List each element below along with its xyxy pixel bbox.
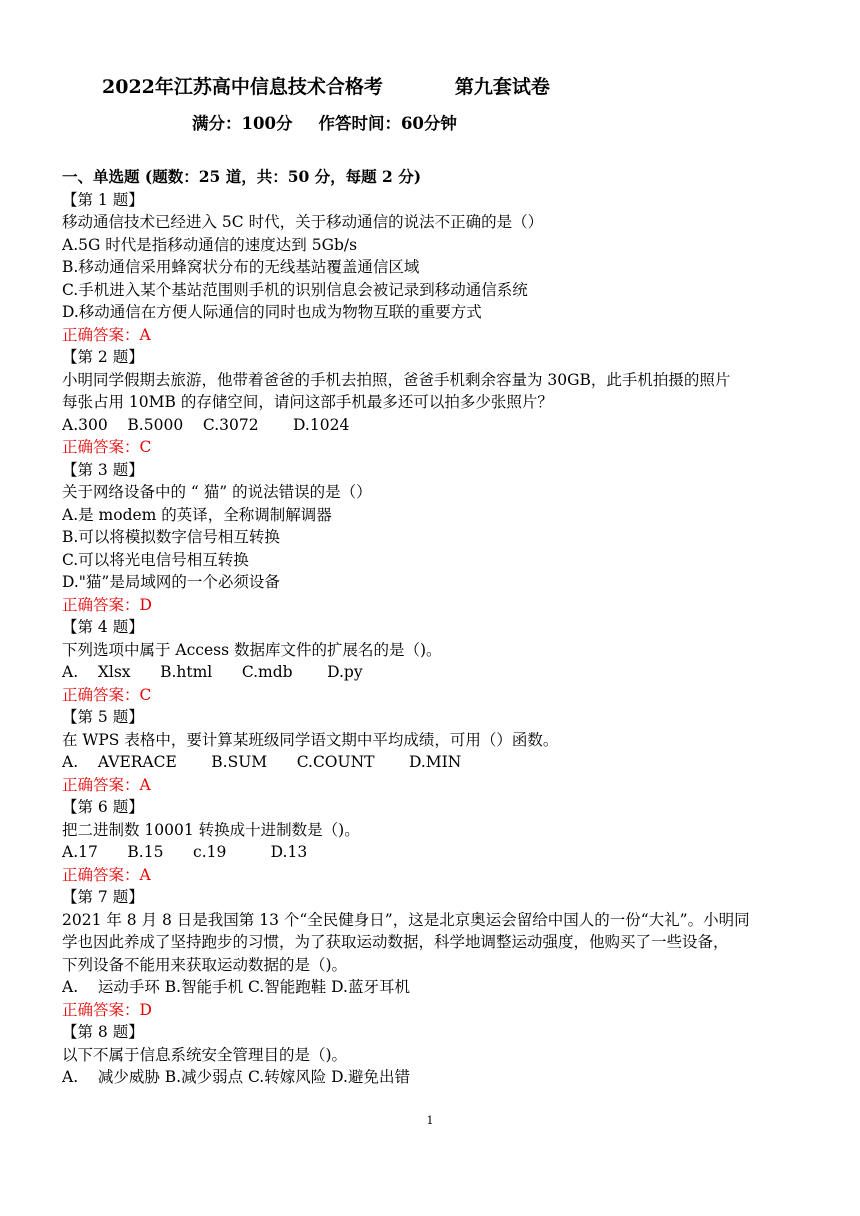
question-block (62, 1021, 802, 1089)
page-number: 1 (426, 1114, 434, 1127)
exam-title-text: 2022年江苏高中信息技术合格考 (102, 76, 383, 98)
answer-option: A. AVERACE B.SUM C.COUNT D.MIN (62, 753, 462, 771)
answer-option: B.可以将模拟数字信号相互转换 (62, 528, 280, 546)
answer-option: A. 减少威胁 B.减少弱点 C.转嫁风险 D.避免出错 (62, 1068, 410, 1086)
question-block (62, 459, 802, 617)
answer-option: A. Xlsx B.html C.mdb D.py (62, 663, 363, 681)
answer-option: A. 运动手环 B.智能手机 C.智能跑鞋 D.蓝牙耳机 (62, 978, 410, 996)
exam-set-label: 第九套试卷 (454, 76, 550, 98)
question-block (62, 796, 802, 886)
correct-answer: 正确答案：A (62, 865, 151, 884)
question-list (62, 166, 802, 1089)
question-block (62, 616, 802, 706)
question-label: 【第 5 题】 (62, 708, 144, 726)
answer-option: A.5G 时代是指移动通信的速度达到 5Gb/s (62, 235, 358, 254)
question-stem: 小明同学假期去旅游，他带着爸爸的手机去拍照，爸爸手机剩余容量为 30GB，此手机拍摄的照片 (62, 370, 731, 389)
section-title: 一、单选题 (题数：25 道，共：50 分，每题 2 分) (62, 167, 422, 186)
correct-answer: 正确答案：C (62, 438, 152, 456)
correct-answer: 正确答案：A (62, 775, 151, 794)
answer-option: D.移动通信在方便人际通信的同时也成为物物互联的重要方式 (62, 303, 482, 321)
question-stem: 下列选项中属于 Access 数据库文件的扩展名的是（)。 (62, 640, 442, 659)
question-label: 【第 4 题】 (62, 618, 144, 636)
answer-option: A.17 B.15 c.19 D.13 (62, 843, 308, 861)
question-label: 【第 3 题】 (62, 460, 144, 479)
question-stem: 移动通信技术已经进入 5C 时代，关于移动通信的说法不正确的是（） (62, 213, 544, 231)
question-stem: 下列设备不能用来获取运动数据的是（)。 (62, 955, 348, 974)
answer-option: A.300 B.5000 C.3072 D.1024 (62, 415, 350, 434)
question-stem: 在 WPS 表格中，要计算某班级同学语文期中平均成绩，可用（）函数。 (62, 730, 559, 749)
answer-option: D."猫”是局域网的一个必须设备 (62, 573, 280, 591)
time-limit: 作答时间：60分钟 (318, 114, 457, 133)
question-label: 【第 8 题】 (62, 1023, 144, 1041)
question-label: 【第 7 题】 (62, 888, 144, 906)
question-stem: 把二进制数 10001 转换成十进制数是（)。 (62, 820, 360, 839)
answer-option: A.是 modem 的英译，全称调制解调器 (62, 505, 332, 524)
exam-title (102, 72, 602, 99)
question-block (62, 346, 802, 459)
full-score: 满分：100分 (192, 114, 293, 133)
correct-answer: 正确答案：D (62, 1000, 152, 1019)
question-block (62, 189, 802, 347)
question-stem: 关于网络设备中的 “ 猫” 的说法错误的是（） (62, 483, 372, 501)
question-stem: 以下不属于信息系统安全管理目的是（)。 (62, 1045, 348, 1064)
question-label: 【第 2 题】 (62, 348, 144, 366)
correct-answer: 正确答案：D (62, 595, 152, 614)
question-stem: 学也因此养成了坚持跑步的习惯，为了获取运动数据，科学地调整运动强度，他购买了一些设备， (62, 933, 729, 951)
question-stem: 2021 年 8 月 8 日是我国第 13 个“全民健身日”，这是北京奥运会留给中国人的一份“大礼”。小明同 (62, 910, 750, 929)
answer-option: C.可以将光电信号相互转换 (62, 550, 249, 569)
correct-answer: 正确答案：C (62, 685, 152, 704)
exam-meta (192, 110, 457, 134)
question-label: 【第 6 题】 (62, 798, 144, 816)
answer-option: C.手机进入某个基站范围则手机的识别信息会被记录到移动通信系统 (62, 280, 528, 299)
question-stem: 每张占用 10MB 的存储空间，请问这部手机最多还可以拍多少张照片？ (62, 393, 553, 411)
question-block (62, 706, 802, 796)
question-label: 【第 1 题】 (62, 190, 144, 209)
question-block (62, 886, 802, 1021)
answer-option: B.移动通信采用蜂窝状分布的无线基站覆盖通信区域 (62, 258, 420, 276)
correct-answer: 正确答案：A (62, 325, 151, 344)
